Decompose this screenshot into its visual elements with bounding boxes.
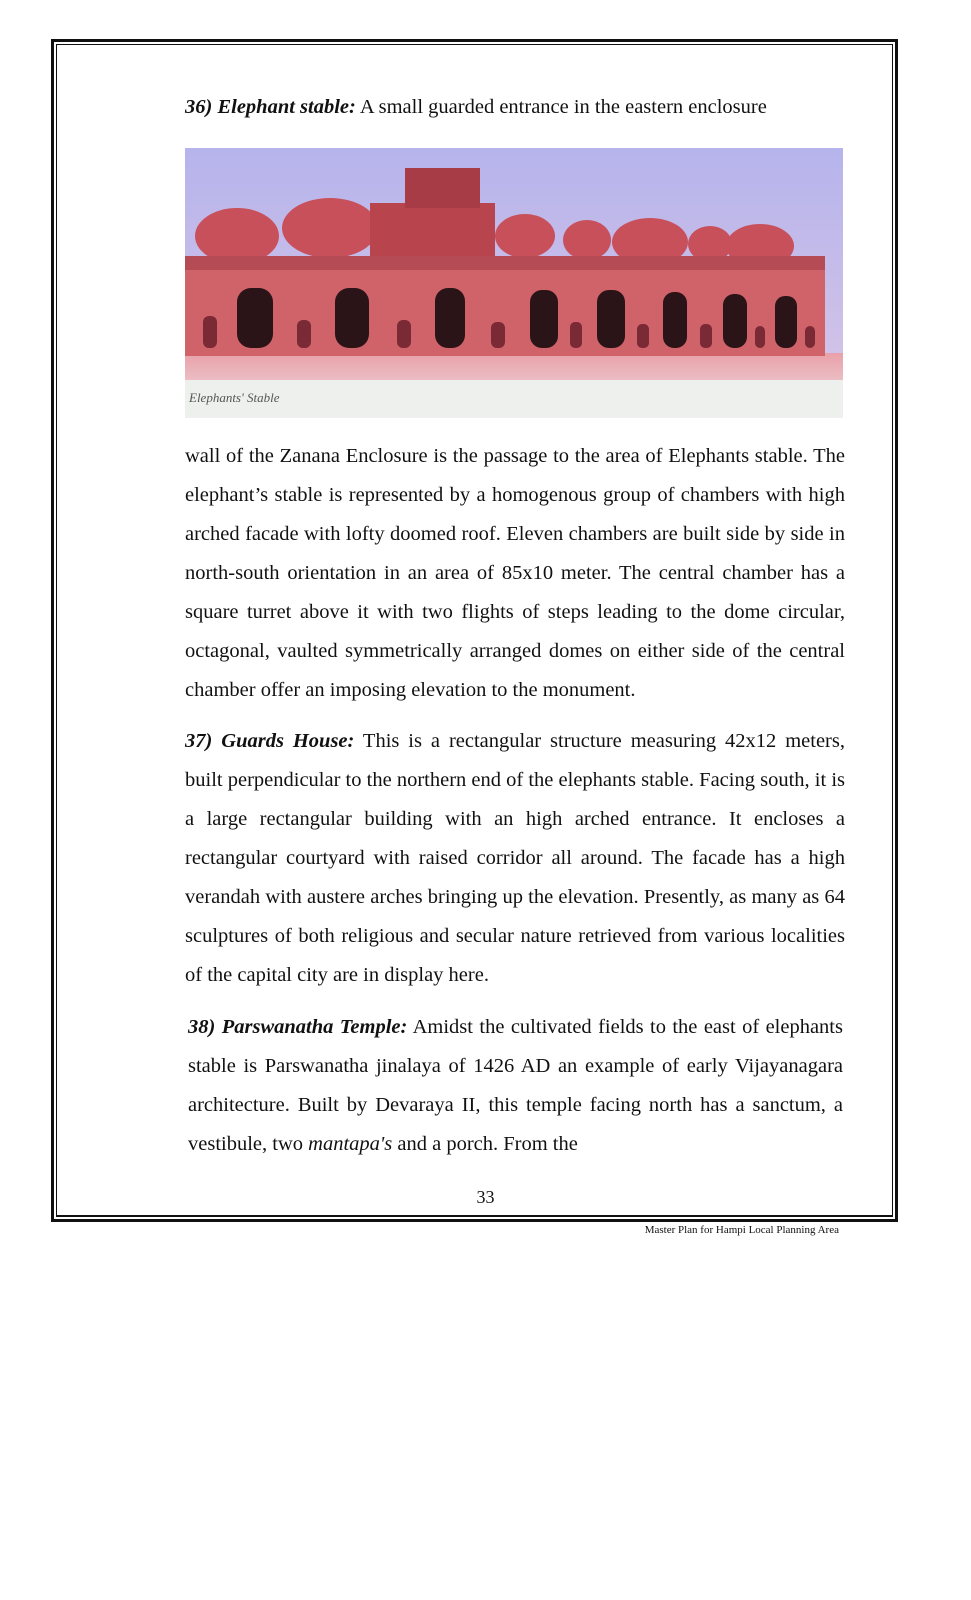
elephant-stable-illustration xyxy=(185,148,843,418)
section-38 xyxy=(188,1008,843,1164)
section-36-body-text: wall of the Zanana Enclosure is the passage to the area of Elephants stable. The elephant’s stable is represented by a homogenous group of chambers with high arched facade with lofty doomed roof. Eleven chambers are built side by side in north-south orientation in an area of 85x10 meter. The central chamber has a square turret above it with two flights of steps leading to the dome circular, octagonal, vaulted symmetrically arranged domes on either side of the central chamber offer an imposing elevation to the monument. xyxy=(185,445,845,701)
footer-title: Master Plan for Hampi Local Planning Area xyxy=(644,1224,839,1236)
section-36-heading: 36) Elephant stable: xyxy=(185,96,356,118)
section-38-body-end: and a porch. From the xyxy=(392,1133,578,1155)
section-36-intro xyxy=(185,88,845,127)
page-number: 33 xyxy=(476,1187,495,1207)
section-38-italic-term: mantapa's xyxy=(308,1133,393,1155)
elephant-stable-photo xyxy=(185,148,843,418)
section-36-intro-text: A small guarded entrance in the eastern enclosure xyxy=(355,96,767,118)
section-37 xyxy=(185,722,845,995)
section-38-body-text: Amidst the cultivated fields to the east of elephants stable is Parswanatha jinalaya of 1426 AD an example of early Vijayanagara architecture. Built by Devaraya II, this temple facing north has a sanctum, a vestibule, two xyxy=(188,1016,843,1155)
section-37-body-text: This is a rectangular structure measuring 42x12 meters, built perpendicular to the northern end of the elephants stable. Facing south, it is a large rectangular building with an high arched entrance. It encloses a rectangular courtyard with raised corridor all around. The facade has a high verandah with austere arches bringing up the elevation. Presently, as many as 64 sculptures of both religious and secular nature retrieved from various localities of the capital city are in display here. xyxy=(185,730,845,986)
section-36-body xyxy=(185,437,845,710)
section-38-heading: 38) Parswanatha Temple: xyxy=(188,1016,408,1038)
photo-caption: Elephants' Stable xyxy=(189,390,280,405)
section-37-heading: 37) Guards House: xyxy=(185,730,355,752)
footer-divider xyxy=(56,1215,893,1216)
